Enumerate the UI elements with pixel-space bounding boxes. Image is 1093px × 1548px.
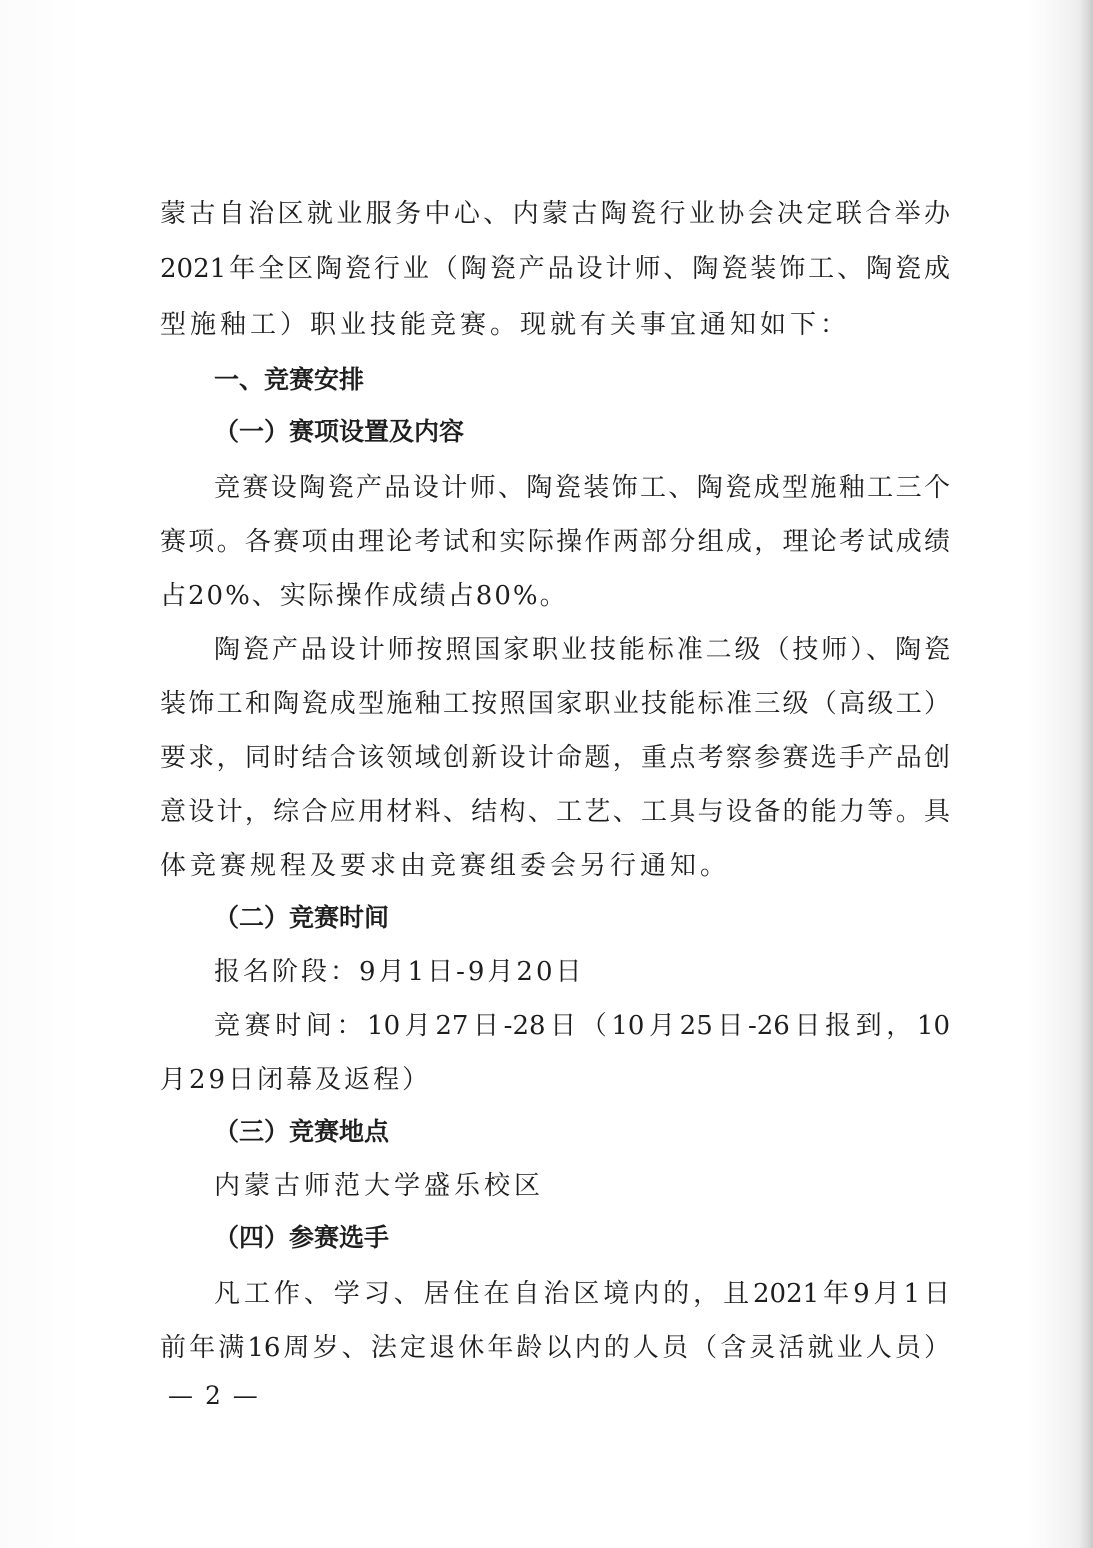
section-heading-competition-arrangement: 一、竞赛安排 xyxy=(214,365,365,394)
subheading-competition-location: （三）竞赛地点 xyxy=(214,1117,390,1146)
body-line-6: 竞赛设陶瓷产品设计师、陶瓷装饰工、陶瓷成型施釉工三个 xyxy=(214,473,950,503)
body-line-7: 赛项。各赛项由理论考试和实际操作两部分组成，理论考试成绩 xyxy=(160,527,950,557)
competition-time-line-2: 月29日闭幕及返程） xyxy=(160,1065,432,1095)
subheading-participants: （四）参赛选手 xyxy=(214,1223,390,1252)
page-edge-shadow xyxy=(1079,0,1093,1548)
participants-line-2: 前年满16周岁、法定退休年龄以内的人员（含灵活就业人员） xyxy=(160,1333,950,1363)
body-line-1: 蒙古自治区就业服务中心、内蒙古陶瓷行业协会决定联合举办 xyxy=(160,199,950,229)
body-line-10: 装饰工和陶瓷成型施釉工按照国家职业技能标准三级（高级工） xyxy=(160,689,950,719)
body-line-12: 意设计，综合应用材料、结构、工艺、工具与设备的能力等。具 xyxy=(160,797,950,827)
page-number: — 2 — xyxy=(168,1381,260,1410)
competition-time-line-1: 竞赛时间：10月27日-28日（10月25日-26日报到，10 xyxy=(214,1011,950,1041)
body-line-13: 体竞赛规程及要求由竞赛组委会另行通知。 xyxy=(160,851,731,881)
body-line-3: 型施釉工）职业技能竞赛。现就有关事宜通知如下： xyxy=(160,310,851,340)
body-line-8: 占20%、实际操作成绩占80%。 xyxy=(160,581,568,611)
subheading-events-and-content: （一）赛项设置及内容 xyxy=(214,417,465,446)
body-line-11: 要求，同时结合该领域创新设计命题，重点考察参赛选手产品创 xyxy=(160,743,950,773)
subheading-competition-time: （二）竞赛时间 xyxy=(214,903,390,932)
registration-period: 报名阶段：9月1日-9月20日 xyxy=(214,957,585,987)
competition-location: 内蒙古师范大学盛乐校区 xyxy=(214,1171,545,1201)
participants-line-1: 凡工作、学习、居住在自治区境内的，且2021年9月1日 xyxy=(214,1279,950,1309)
body-line-9: 陶瓷产品设计师按照国家职业技能标准二级（技师）、陶瓷 xyxy=(214,635,950,665)
body-line-2: 2021年全区陶瓷行业（陶瓷产品设计师、陶瓷装饰工、陶瓷成 xyxy=(160,254,950,284)
